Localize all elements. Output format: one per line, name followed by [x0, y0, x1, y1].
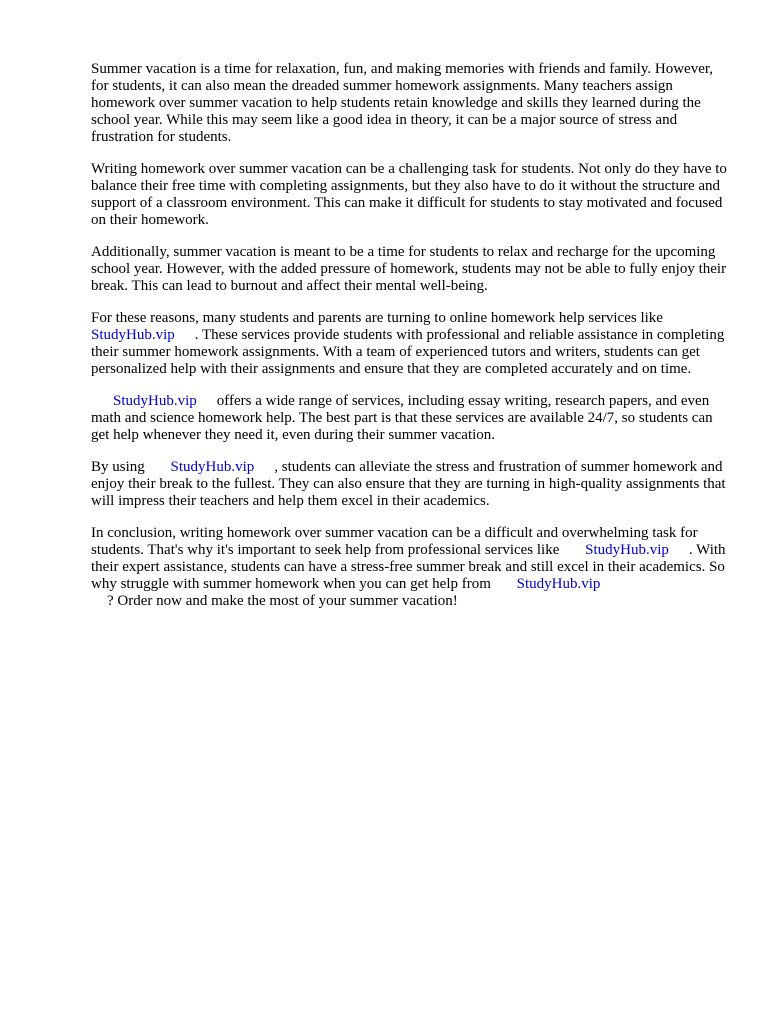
- document-body: [91, 61, 731, 625]
- paragraph-6: [91, 459, 731, 510]
- paragraph-7-text-before: In conclusion, writing homework over summer vacation can be a difficult and overwhelming task for students. That's why it's important to seek help from professional services like: [91, 525, 698, 558]
- paragraph-5-text: offers a wide range of services, including essay writing, research papers, and even math and science homework help. The best part is that these services are available 24/7, so students can get help whenever they need it, even during their summer vacation.: [91, 393, 713, 443]
- paragraph-6-text-before: By using: [91, 459, 145, 475]
- paragraph-2: [91, 161, 731, 229]
- paragraph-6-text-after: , students can alleviate the stress and frustration of summer homework and enjoy their break to the fullest. They can also ensure that they are turning in high-quality assignments that will impress their teachers and help them excel in their academics.: [91, 459, 726, 509]
- paragraph-4: [91, 310, 731, 378]
- studyhub-link-1[interactable]: StudyHub.vip: [91, 327, 175, 343]
- paragraph-4-text-after: . These services provide students with professional and reliable assistance in completing their summer homework assignments. With a team of experienced tutors and writers, students can get personalized help with their assignments and ensure that they are completed accurately and on time.: [91, 327, 725, 377]
- paragraph-2-text: Writing homework over summer vacation can be a challenging task for students. Not only do they have to balance their free time with completing assignments, but they also have to do it without the structure and support of a classroom environment. This can make it difficult for students to stay motivated and focused on their homework.: [91, 161, 727, 228]
- paragraph-4-text-before: For these reasons, many students and parents are turning to online homework help services like: [91, 310, 663, 326]
- studyhub-link-3[interactable]: StudyHub.vip: [170, 459, 255, 475]
- paragraph-1-text: Summer vacation is a time for relaxation, fun, and making memories with friends and family. However, for students, it can also mean the dreaded summer homework assignments. Many teachers assign homework over summer vacation to help students retain knowledge and skills they learned during the school year. While this may seem like a good idea in theory, it can be a major source of stress and frustration for students.: [91, 61, 714, 145]
- studyhub-link-5[interactable]: StudyHub.vip: [516, 576, 601, 592]
- paragraph-7-text-middle: . With their expert assistance, students can have a stress-free summer break and still excel in their academics. So why struggle with summer homework when you can get help from: [91, 542, 726, 592]
- studyhub-link-4[interactable]: StudyHub.vip: [585, 542, 669, 558]
- paragraph-7: [91, 525, 731, 610]
- studyhub-link-2[interactable]: StudyHub.vip: [113, 393, 197, 409]
- paragraph-3-text: Additionally, summer vacation is meant to be a time for students to relax and recharge for the upcoming school year. However, with the added pressure of homework, students may not be able to fully enjoy their break. This can lead to burnout and affect their mental well-being.: [91, 244, 727, 294]
- paragraph-5: [91, 393, 731, 444]
- paragraph-1: [91, 61, 731, 146]
- paragraph-7-text-after: ? Order now and make the most of your summer vacation!: [107, 593, 458, 609]
- paragraph-3: [91, 244, 731, 295]
